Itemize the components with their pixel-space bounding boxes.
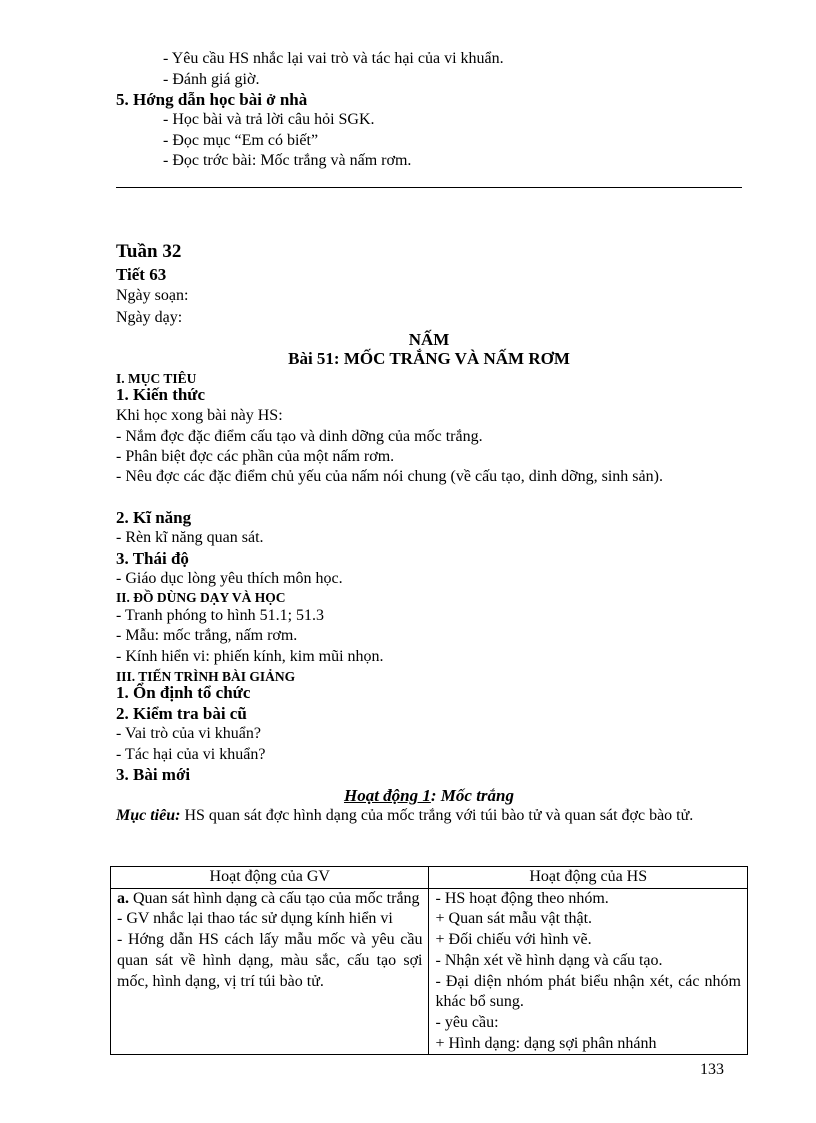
gv-step-a <box>117 889 422 910</box>
table-header-row <box>111 867 748 889</box>
header-hs: Hoạt động của HS <box>429 867 748 889</box>
hs-line-7: + Hình dạng: dạng sợi phân nhánh <box>435 1034 657 1052</box>
skill-item: - Rèn kĩ năng quan sát. <box>116 529 264 546</box>
lesson-number: Bài 51: <box>288 349 340 368</box>
period-label: Tiết 63 <box>116 265 167 284</box>
divider <box>116 187 742 188</box>
table-row <box>111 888 748 1055</box>
knowledge-item-2: - Phân biệt đợc các phần của một nấm rơm. <box>116 448 395 465</box>
header-gv: Hoạt động của GV <box>111 867 429 889</box>
activity-label: Hoạt động 1 <box>343 786 431 805</box>
hs-line-2: + Quan sát mẫu vật thật. <box>435 910 593 928</box>
process-heading: III. TIẾN TRÌNH BÀI GIẢNG <box>116 669 296 684</box>
review-item-2: - Đánh giá giờ. <box>163 71 260 88</box>
review-title: 2. Kiểm tra bài cũ <box>116 704 247 723</box>
material-item-1: - Tranh phóng to hình 51.1; 51.3 <box>116 607 325 624</box>
gv-step-3: - Hớng dẫn HS cách lấy mẫu mốc và yêu cầu quan sát về hình dạng, màu sắc, cấu tạo sợi mốc, hình dạng, vị trí túi bào tử. <box>117 931 423 990</box>
attitude-item: - Giáo dục lòng yêu thích môn học. <box>116 570 343 587</box>
homework-item-3: - Đọc trớc bài: Mốc trắng và nấm rơm. <box>163 152 412 169</box>
hs-line-3: + Đối chiếu với hình vẽ. <box>435 931 592 949</box>
gv-cell <box>111 888 429 1055</box>
homework-item-1: - Học bài và trả lời câu hỏi SGK. <box>163 111 375 128</box>
goal-text: HS quan sát đợc hình dạng của mốc trắng với túi bào tử và quan sát đợc bào tử. <box>180 807 694 824</box>
knowledge-item-3: - Nêu đợc các đặc điểm chủ yếu của nấm nói chung (về cấu tạo, dinh dỡng, sinh sản). <box>116 468 663 485</box>
review-question-2: - Tác hại của vi khuẩn? <box>116 746 266 763</box>
gv-step-a-text: Quan sát hình dạng cà cấu tạo của mốc trắng <box>129 889 420 907</box>
prep-date: Ngày soạn: <box>116 287 189 304</box>
homework-item-2: - Đọc mục “Em có biết” <box>163 132 319 149</box>
material-item-3: - Kính hiển vi: phiến kính, kim mũi nhọn. <box>116 648 384 665</box>
week-label: Tuần 32 <box>116 241 182 262</box>
new-lesson-title: 3. Bài mới <box>116 765 191 784</box>
gv-step-a-label: a. <box>117 889 129 907</box>
chapter-title: NẤM <box>408 330 450 349</box>
activity-table <box>110 866 748 1055</box>
goal-label: Mục tiêu: <box>116 807 181 824</box>
teach-date: Ngày dạy: <box>116 309 183 326</box>
knowledge-title: 1. Kiến thức <box>116 385 206 404</box>
section5-title: 5. Hớng dẫn học bài ở nhà <box>116 90 308 109</box>
hs-cell <box>429 888 748 1055</box>
attitude-title: 3. Thái độ <box>116 549 189 568</box>
hs-line-1: - HS hoạt động theo nhóm. <box>435 889 609 907</box>
objectives-heading: I. MỤC TIÊU <box>116 371 197 386</box>
knowledge-intro: Khi học xong bài này HS: <box>116 407 283 424</box>
activity-title <box>116 786 742 806</box>
review-question-1: - Vai trò của vi khuẩn? <box>116 725 261 742</box>
materials-heading: II. ĐỒ DÙNG DẠY VÀ HỌC <box>116 590 286 605</box>
hs-line-4: - Nhận xét về hình dạng và cấu tạo. <box>435 951 663 969</box>
gv-step-2: - GV nhắc lại thao tác sử dụng kính hiển vi <box>117 910 393 928</box>
stabilize-title: 1. Ổn định tổ chức <box>116 683 251 702</box>
lesson-name: MỐC TRẮNG VÀ NẤM RƠM <box>343 349 570 368</box>
activity-name: : Mốc trắng <box>430 786 515 805</box>
activity-goal <box>116 806 736 827</box>
skill-title: 2. Kĩ năng <box>116 508 192 527</box>
lesson-title <box>116 349 742 369</box>
material-item-2: - Mẫu: mốc trắng, nấm rơm. <box>116 627 298 644</box>
review-item-1: - Yêu cầu HS nhắc lại vai trò và tác hại của vi khuẩn. <box>163 50 504 67</box>
page-number: 133 <box>700 1061 724 1078</box>
hs-line-5: - Đại diện nhóm phát biểu nhận xét, các nhóm khác bổ sung. <box>435 972 741 1011</box>
knowledge-item-1: - Nắm đợc đặc điểm cấu tạo và dinh dỡng của mốc trắng. <box>116 428 483 445</box>
hs-line-6: - yêu cầu: <box>435 1013 499 1031</box>
